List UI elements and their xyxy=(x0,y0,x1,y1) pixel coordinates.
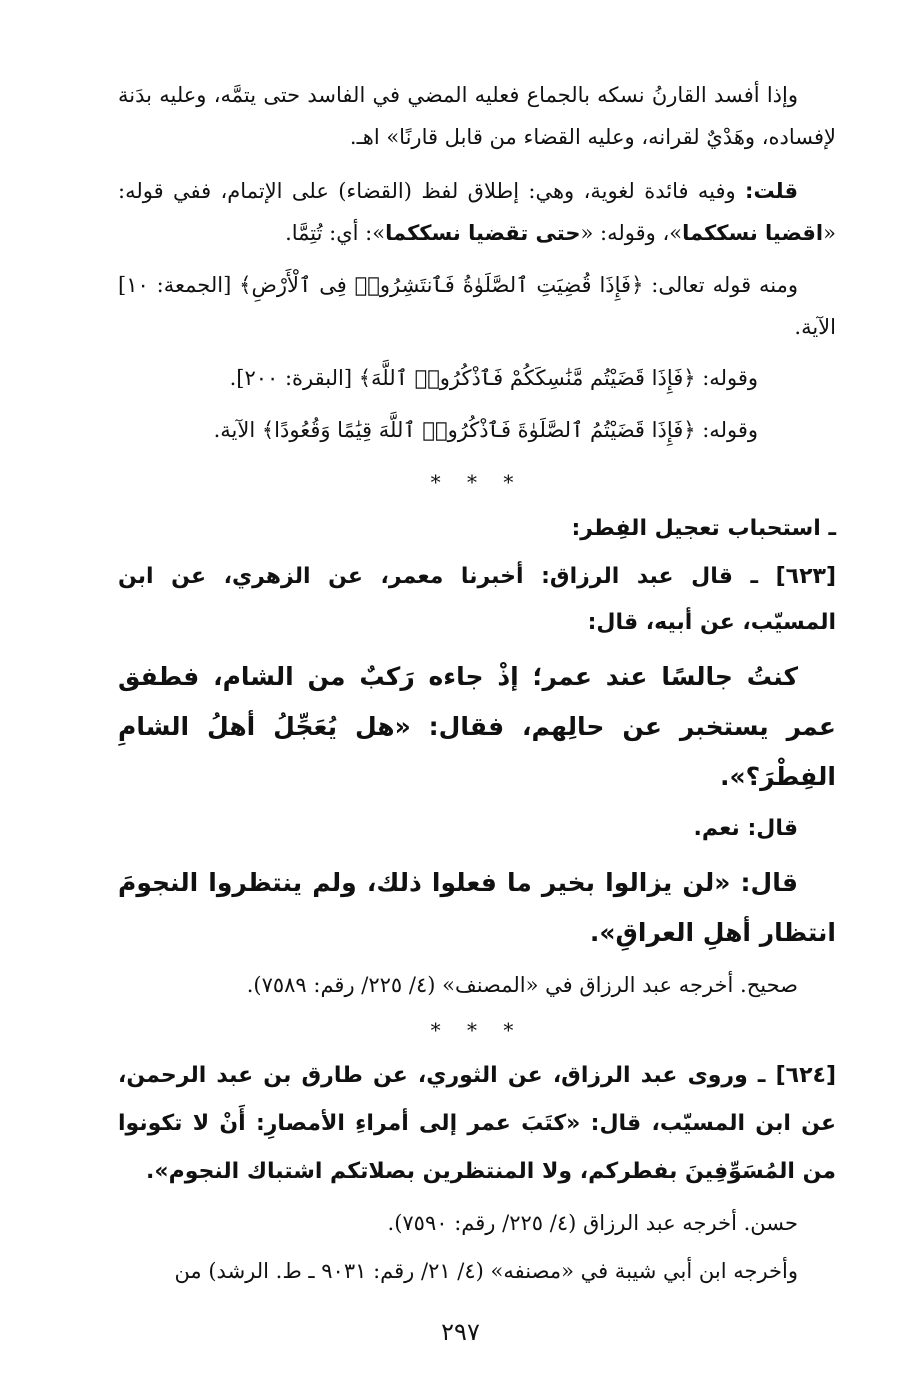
hadith-624-grade: حسن. أخرجه عبد الرزاق (٤/ ٢٢٥/ رقم: ٧٥٩٠). xyxy=(387,1211,798,1235)
paragraph-verse-jumua: ومنه قوله تعالى: ﴿فَإِذَا قُضِيَتِ ٱلصَّلَوٰةُ فَٱنتَشِرُوا۟ فِى ٱلْأَرْضِ﴾ [الجمعة: ١٠] الآية. xyxy=(118,273,836,339)
page-content xyxy=(118,70,836,1294)
verse-nisa: وقوله: ﴿فَإِذَا قَضَيْتُمُ ٱلصَّلَوٰةَ فَٱذْكُرُوا۟ ٱللَّهَ قِيَٰمًا وَقُعُودًا﴾ الآية. xyxy=(213,418,758,442)
note-lead: قلت: xyxy=(745,179,798,203)
hadith-623-isnad: [٦٢٣] ـ قال عبد الرزاق: أخبرنا معمر، عن الزهري، عن ابن المسيّب، عن أبيه، قال: xyxy=(118,564,836,635)
hadith-623-reply: قال: نعم. xyxy=(693,816,798,841)
page-number: ٢٩٧ xyxy=(441,1318,480,1346)
section-separator-2: * * * xyxy=(430,1018,524,1042)
note-text: وفيه فائدة لغوية، وهي: إطلاق لفظ (القضاء) على الإتمام، ففي قوله: « xyxy=(118,179,836,245)
quote-iqdiya: اقضيا نسككما xyxy=(682,221,824,245)
quote-hatta: حتى تقضيا نسككما xyxy=(385,221,581,245)
section-separator: * * * xyxy=(430,470,524,494)
verse-baqara: وقوله: ﴿فَإِذَا قَضَيْتُم مَّنَٰسِكَكُمْ فَٱذْكُرُوا۟ ٱللَّهَ﴾ [البقرة: ٢٠٠]. xyxy=(229,366,758,390)
hadith-623-saying: قال: «لن يزالوا بخير ما فعلوا ذلك، ولم ينتظروا النجومَ انتظار أهلِ العراقِ». xyxy=(118,868,836,947)
hadith-623-grade: صحيح. أخرجه عبد الرزاق في «المصنف» (٤/ ٢٢٥/ رقم: ٧٥٨٩). xyxy=(246,973,798,997)
hadith-624-note: وأخرجه ابن أبي شيبة في «مصنفه» (٤/ ٢١/ رقم: ٩٠٣١ ـ ط. الرشد) من xyxy=(174,1259,798,1283)
paragraph-note xyxy=(118,170,836,254)
chapter-heading: ـ استحباب تعجيل الفِطر: xyxy=(571,516,836,541)
paragraph-qiran: وإذا أفسد القارنُ نسكه بالجماع فعليه المضي في الفاسد حتى يتمَّه، وعليه بدَنة لإفساده، وهَدْيٌ لقرانه، وعليه القضاء من قابل قارنًا» اهـ. xyxy=(118,83,836,149)
note-mid: »، وقوله: « xyxy=(580,221,683,245)
hadith-623-matn: كنتُ جالسًا عند عمر؛ إذْ جاءه رَكبٌ من الشام، فطفق عمر يستخبر عن حالِهم، فقال: «هل يُعَجِّلُ أهلُ الشامِ الفِطْرَ؟». xyxy=(118,662,836,791)
note-end: »: أي: تُتِمَّا. xyxy=(285,221,386,245)
hadith-624-text: [٦٢٤] ـ وروى عبد الرزاق، عن الثوري، عن طارق بن عبد الرحمن، عن ابن المسيّب، قال: «كتَبَ عمر إلى أمراءِ الأمصارِ: أَنْ لا تكونوا من المُسَوِّفِينَ بفطركم، ولا المنتظرين بصلاتكم اشتباك النجوم». xyxy=(118,1063,836,1184)
